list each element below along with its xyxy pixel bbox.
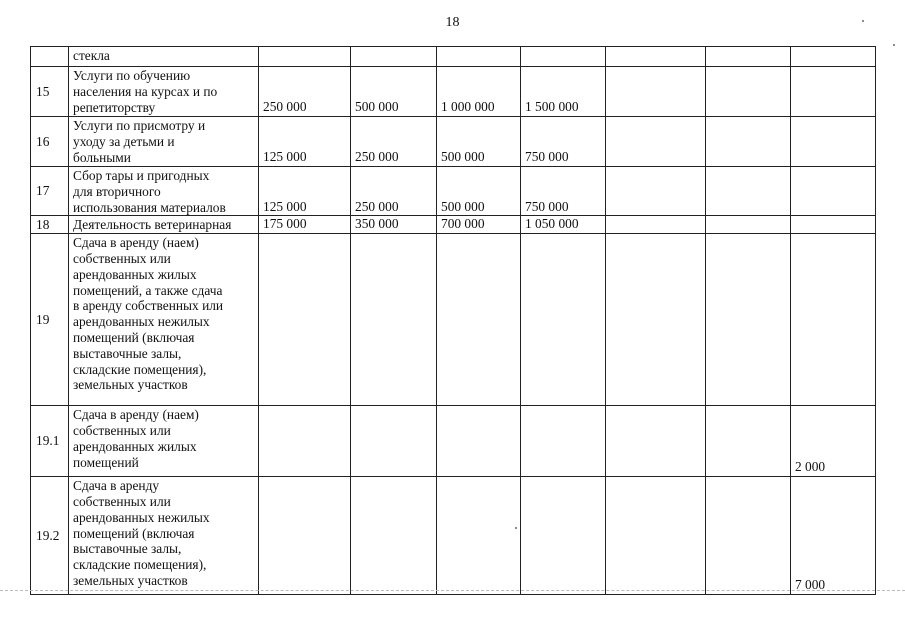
row-name-line: использования материалов bbox=[73, 199, 226, 215]
row-value bbox=[351, 47, 437, 67]
row-value: 350 000 bbox=[351, 216, 437, 234]
row-name-line: Сдача в аренду bbox=[73, 478, 160, 494]
row-number: 17 bbox=[31, 167, 69, 216]
row-value bbox=[259, 47, 351, 67]
row-value bbox=[706, 67, 791, 117]
row-name bbox=[69, 477, 259, 595]
row-value bbox=[521, 234, 606, 406]
row-value bbox=[437, 234, 521, 406]
row-value bbox=[706, 234, 791, 406]
row-name-line: Деятельность ветеринарная bbox=[73, 217, 232, 233]
row-value bbox=[706, 47, 791, 67]
row-name bbox=[69, 216, 259, 234]
row-name-line: Услуги по обучению bbox=[73, 68, 191, 83]
table-row bbox=[31, 67, 876, 117]
row-value bbox=[791, 47, 876, 67]
table-row bbox=[31, 47, 876, 67]
row-name-line: помещений (включая bbox=[73, 329, 195, 345]
row-value bbox=[606, 47, 706, 67]
row-name-line: собственных или bbox=[73, 493, 171, 509]
table-row bbox=[31, 477, 876, 595]
scan-speck bbox=[862, 20, 864, 22]
row-value bbox=[606, 67, 706, 117]
row-value bbox=[791, 167, 876, 216]
row-value bbox=[437, 47, 521, 67]
row-name bbox=[69, 234, 259, 406]
row-name-line: арендованных жилых bbox=[73, 266, 197, 282]
row-value bbox=[351, 406, 437, 477]
row-value bbox=[606, 216, 706, 234]
row-value bbox=[706, 477, 791, 595]
row-value bbox=[706, 216, 791, 234]
row-number bbox=[31, 47, 69, 67]
row-name-line: уходу за детьми и bbox=[73, 133, 175, 149]
row-value: 2 000 bbox=[791, 406, 876, 477]
row-value: 1 500 000 bbox=[521, 67, 606, 117]
row-value: 500 000 bbox=[437, 167, 521, 216]
table-row bbox=[31, 117, 876, 167]
row-name-line: для вторичного bbox=[73, 183, 161, 199]
row-name-line: собственных или bbox=[73, 250, 171, 266]
row-value: 500 000 bbox=[351, 67, 437, 117]
row-value: 750 000 bbox=[521, 117, 606, 167]
row-value bbox=[706, 117, 791, 167]
row-number: 19.2 bbox=[31, 477, 69, 595]
row-value: 7 000 bbox=[791, 477, 876, 595]
page-number: 18 bbox=[445, 15, 460, 30]
row-name-line: арендованных нежилых bbox=[73, 314, 210, 330]
row-name bbox=[69, 167, 259, 216]
table-row bbox=[31, 216, 876, 234]
row-value bbox=[791, 216, 876, 234]
row-name-line: земельных участков bbox=[73, 572, 188, 588]
row-number: 19 bbox=[31, 234, 69, 406]
row-name-line: помещений (включая bbox=[73, 525, 195, 541]
scan-artifact-line bbox=[0, 590, 905, 591]
row-name-line: помещений, а также сдача bbox=[73, 282, 223, 298]
row-value bbox=[606, 234, 706, 406]
row-value bbox=[706, 406, 791, 477]
row-value bbox=[606, 117, 706, 167]
table-row bbox=[31, 167, 876, 216]
row-name-line: Услуги по присмотру и bbox=[73, 118, 206, 133]
row-name-line: арендованных жилых bbox=[73, 438, 197, 454]
row-value bbox=[259, 406, 351, 477]
row-name-line: репетиторству bbox=[73, 99, 156, 115]
row-value bbox=[521, 47, 606, 67]
row-number: 16 bbox=[31, 117, 69, 167]
row-value bbox=[259, 234, 351, 406]
row-value bbox=[606, 406, 706, 477]
row-value bbox=[521, 477, 606, 595]
row-value: 700 000 bbox=[437, 216, 521, 234]
row-name-line: Сдача в аренду (наем) bbox=[73, 235, 199, 251]
scan-speck bbox=[893, 44, 895, 46]
row-value: 1 050 000 bbox=[521, 216, 606, 234]
row-name-line: стекла bbox=[73, 48, 110, 63]
row-value bbox=[437, 406, 521, 477]
row-number: 19.1 bbox=[31, 406, 69, 477]
table-row bbox=[31, 234, 876, 406]
row-name-line: собственных или bbox=[73, 422, 171, 438]
row-value bbox=[606, 477, 706, 595]
row-name-line: Сбор тары и пригодных bbox=[73, 168, 210, 183]
row-value bbox=[351, 234, 437, 406]
row-value: 750 000 bbox=[521, 167, 606, 216]
row-value bbox=[791, 234, 876, 406]
row-name bbox=[69, 406, 259, 477]
row-name bbox=[69, 47, 259, 67]
row-name-line: Сдача в аренду (наем) bbox=[73, 407, 199, 423]
row-name bbox=[69, 67, 259, 117]
row-value: 250 000 bbox=[351, 117, 437, 167]
row-value: 125 000 bbox=[259, 167, 351, 216]
table-body bbox=[31, 47, 876, 595]
row-name-line: помещений bbox=[73, 454, 139, 470]
row-value: 125 000 bbox=[259, 117, 351, 167]
row-name-line: выставочные залы, bbox=[73, 541, 182, 557]
row-value: 1 000 000 bbox=[437, 67, 521, 117]
row-value bbox=[791, 67, 876, 117]
row-value bbox=[351, 477, 437, 595]
row-name bbox=[69, 117, 259, 167]
row-value: 250 000 bbox=[351, 167, 437, 216]
row-name-line: в аренду собственных или bbox=[73, 298, 224, 314]
row-value: 175 000 bbox=[259, 216, 351, 234]
row-value bbox=[437, 477, 521, 595]
row-name-line: арендованных нежилых bbox=[73, 509, 210, 525]
row-value: 500 000 bbox=[437, 117, 521, 167]
row-number: 18 bbox=[31, 216, 69, 234]
row-name-line: складские помещения), bbox=[73, 361, 207, 377]
row-value bbox=[521, 406, 606, 477]
row-name-line: выставочные залы, bbox=[73, 345, 182, 361]
row-value: 250 000 bbox=[259, 67, 351, 117]
fee-table bbox=[30, 46, 876, 595]
row-number: 15 bbox=[31, 67, 69, 117]
scan-speck bbox=[515, 527, 517, 529]
row-name-line: населения на курсах и по bbox=[73, 83, 218, 99]
row-value bbox=[791, 117, 876, 167]
row-value bbox=[706, 167, 791, 216]
row-name-line: складские помещения), bbox=[73, 557, 207, 573]
table-row bbox=[31, 406, 876, 477]
row-name-line: больными bbox=[73, 149, 131, 165]
row-name-line: земельных участков bbox=[73, 377, 188, 393]
row-value bbox=[606, 167, 706, 216]
row-value bbox=[259, 477, 351, 595]
